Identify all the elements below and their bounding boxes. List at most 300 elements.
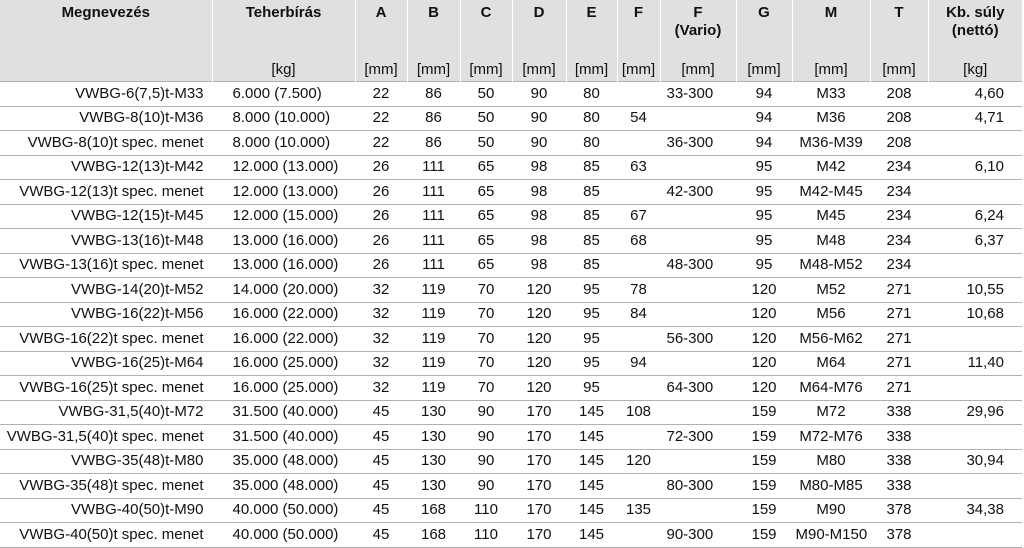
cell-f-vario: 90-300 [660, 523, 736, 548]
cell-f: 63 [617, 155, 660, 180]
cell-t: 234 [870, 204, 928, 229]
cell-f-vario [660, 155, 736, 180]
cell-b: 111 [407, 155, 460, 180]
cell-b: 130 [407, 425, 460, 450]
cell-m: M72 [792, 400, 870, 425]
cell-c: 50 [460, 131, 512, 156]
cell-b: 86 [407, 82, 460, 107]
cell-name: VWBG-16(25)t spec. menet [0, 376, 212, 401]
cell-name: VWBG-16(22)t spec. menet [0, 327, 212, 352]
cell-b: 111 [407, 204, 460, 229]
cell-m: M45 [792, 204, 870, 229]
header-capacity: Teherbírás [212, 0, 355, 59]
cell-weight [928, 523, 1022, 548]
cell-capacity: 16.000 (25.000) [212, 351, 355, 376]
cell-f [617, 425, 660, 450]
cell-m: M48 [792, 229, 870, 254]
cell-b: 119 [407, 302, 460, 327]
cell-capacity: 16.000 (22.000) [212, 302, 355, 327]
header-c: C [460, 0, 512, 59]
cell-d: 120 [512, 327, 566, 352]
cell-f: 120 [617, 449, 660, 474]
header-weight [928, 0, 1022, 59]
cell-e: 95 [566, 327, 617, 352]
cell-m: M56-M62 [792, 327, 870, 352]
cell-weight: 10,55 [928, 278, 1022, 303]
table-row [0, 449, 1022, 474]
cell-a: 22 [355, 106, 407, 131]
cell-g: 159 [736, 449, 792, 474]
cell-capacity: 40.000 (50.000) [212, 498, 355, 523]
header-t: T [870, 0, 928, 59]
cell-f-vario: 36-300 [660, 131, 736, 156]
cell-capacity: 12.000 (13.000) [212, 155, 355, 180]
cell-d: 120 [512, 278, 566, 303]
table-row [0, 106, 1022, 131]
cell-e: 85 [566, 180, 617, 205]
cell-g: 120 [736, 376, 792, 401]
unit-capacity: [kg] [212, 59, 355, 82]
unit-g: [mm] [736, 59, 792, 82]
cell-name: VWBG-16(22)t-M56 [0, 302, 212, 327]
cell-a: 45 [355, 498, 407, 523]
cell-a: 45 [355, 449, 407, 474]
cell-f-vario: 64-300 [660, 376, 736, 401]
cell-d: 98 [512, 155, 566, 180]
cell-weight [928, 327, 1022, 352]
cell-g: 95 [736, 229, 792, 254]
cell-weight: 29,96 [928, 400, 1022, 425]
cell-c: 70 [460, 351, 512, 376]
cell-b: 168 [407, 523, 460, 548]
header-weight-line2: (nettó) [951, 22, 999, 39]
cell-e: 85 [566, 253, 617, 278]
unit-name-empty [0, 59, 212, 82]
cell-f [617, 474, 660, 499]
cell-c: 90 [460, 474, 512, 499]
cell-d: 120 [512, 376, 566, 401]
cell-a: 32 [355, 327, 407, 352]
cell-c: 70 [460, 376, 512, 401]
cell-capacity: 8.000 (10.000) [212, 131, 355, 156]
cell-e: 80 [566, 106, 617, 131]
cell-d: 170 [512, 474, 566, 499]
table-row [0, 523, 1022, 548]
cell-t: 234 [870, 180, 928, 205]
cell-name: VWBG-35(48)t spec. menet [0, 474, 212, 499]
cell-m: M90 [792, 498, 870, 523]
cell-d: 170 [512, 449, 566, 474]
cell-e: 80 [566, 131, 617, 156]
cell-t: 234 [870, 155, 928, 180]
cell-c: 110 [460, 523, 512, 548]
cell-b: 86 [407, 131, 460, 156]
cell-b: 130 [407, 474, 460, 499]
unit-f-vario: [mm] [660, 59, 736, 82]
cell-m: M42-M45 [792, 180, 870, 205]
cell-c: 90 [460, 425, 512, 450]
header-a: A [355, 0, 407, 59]
cell-a: 26 [355, 180, 407, 205]
cell-e: 80 [566, 82, 617, 107]
cell-d: 170 [512, 400, 566, 425]
cell-name: VWBG-40(50)t-M90 [0, 498, 212, 523]
cell-b: 119 [407, 351, 460, 376]
cell-c: 70 [460, 327, 512, 352]
cell-weight [928, 180, 1022, 205]
cell-a: 32 [355, 351, 407, 376]
table-row [0, 376, 1022, 401]
cell-g: 94 [736, 82, 792, 107]
cell-e: 145 [566, 449, 617, 474]
table-row [0, 180, 1022, 205]
cell-f-vario: 33-300 [660, 82, 736, 107]
cell-c: 50 [460, 82, 512, 107]
cell-weight: 4,60 [928, 82, 1022, 107]
cell-weight: 4,71 [928, 106, 1022, 131]
cell-t: 271 [870, 351, 928, 376]
cell-d: 98 [512, 229, 566, 254]
cell-g: 94 [736, 106, 792, 131]
table-row [0, 278, 1022, 303]
cell-f-vario [660, 204, 736, 229]
unit-a: [mm] [355, 59, 407, 82]
cell-c: 65 [460, 204, 512, 229]
cell-weight: 6,24 [928, 204, 1022, 229]
cell-a: 26 [355, 253, 407, 278]
units-row [0, 59, 1022, 82]
header-b: B [407, 0, 460, 59]
cell-f [617, 253, 660, 278]
cell-c: 65 [460, 180, 512, 205]
cell-f-vario: 80-300 [660, 474, 736, 499]
header-f: F [617, 0, 660, 59]
cell-g: 95 [736, 204, 792, 229]
cell-c: 90 [460, 449, 512, 474]
cell-e: 95 [566, 351, 617, 376]
cell-e: 95 [566, 278, 617, 303]
cell-weight: 30,94 [928, 449, 1022, 474]
cell-g: 95 [736, 253, 792, 278]
cell-a: 22 [355, 82, 407, 107]
table-row [0, 425, 1022, 450]
cell-e: 145 [566, 400, 617, 425]
table-row [0, 229, 1022, 254]
cell-a: 22 [355, 131, 407, 156]
cell-a: 32 [355, 302, 407, 327]
table-row [0, 302, 1022, 327]
header-d: D [512, 0, 566, 59]
table-row [0, 400, 1022, 425]
cell-m: M33 [792, 82, 870, 107]
cell-f: 84 [617, 302, 660, 327]
cell-weight [928, 131, 1022, 156]
cell-g: 159 [736, 474, 792, 499]
cell-f: 78 [617, 278, 660, 303]
cell-d: 170 [512, 498, 566, 523]
unit-b: [mm] [407, 59, 460, 82]
table-header [0, 0, 1022, 82]
cell-f-vario: 42-300 [660, 180, 736, 205]
header-f-vario-line2: (Vario) [674, 22, 722, 39]
cell-e: 85 [566, 155, 617, 180]
cell-weight: 6,37 [928, 229, 1022, 254]
table-row [0, 253, 1022, 278]
cell-b: 119 [407, 327, 460, 352]
cell-t: 378 [870, 498, 928, 523]
cell-capacity: 35.000 (48.000) [212, 449, 355, 474]
cell-f: 67 [617, 204, 660, 229]
cell-capacity: 13.000 (16.000) [212, 253, 355, 278]
cell-t: 271 [870, 376, 928, 401]
cell-f [617, 327, 660, 352]
cell-capacity: 35.000 (48.000) [212, 474, 355, 499]
cell-a: 26 [355, 229, 407, 254]
cell-name: VWBG-13(16)t-M48 [0, 229, 212, 254]
cell-b: 119 [407, 278, 460, 303]
cell-f: 68 [617, 229, 660, 254]
cell-t: 208 [870, 82, 928, 107]
cell-d: 120 [512, 351, 566, 376]
cell-c: 65 [460, 155, 512, 180]
cell-name: VWBG-8(10)t-M36 [0, 106, 212, 131]
cell-f [617, 131, 660, 156]
cell-g: 94 [736, 131, 792, 156]
cell-m: M42 [792, 155, 870, 180]
cell-capacity: 14.000 (20.000) [212, 278, 355, 303]
cell-name: VWBG-8(10)t spec. menet [0, 131, 212, 156]
cell-m: M36-M39 [792, 131, 870, 156]
cell-b: 130 [407, 400, 460, 425]
cell-f-vario: 56-300 [660, 327, 736, 352]
cell-m: M72-M76 [792, 425, 870, 450]
cell-t: 208 [870, 131, 928, 156]
cell-c: 70 [460, 278, 512, 303]
cell-a: 45 [355, 474, 407, 499]
unit-t: [mm] [870, 59, 928, 82]
unit-d: [mm] [512, 59, 566, 82]
cell-t: 234 [870, 229, 928, 254]
cell-weight: 34,38 [928, 498, 1022, 523]
cell-name: VWBG-35(48)t-M80 [0, 449, 212, 474]
cell-f-vario [660, 449, 736, 474]
cell-t: 234 [870, 253, 928, 278]
cell-f: 135 [617, 498, 660, 523]
cell-a: 26 [355, 155, 407, 180]
table-row [0, 155, 1022, 180]
unit-weight: [kg] [928, 59, 1022, 82]
header-row [0, 0, 1022, 59]
cell-f-vario [660, 278, 736, 303]
unit-c: [mm] [460, 59, 512, 82]
cell-f [617, 180, 660, 205]
cell-g: 120 [736, 278, 792, 303]
unit-f: [mm] [617, 59, 660, 82]
cell-name: VWBG-12(13)t-M42 [0, 155, 212, 180]
cell-b: 111 [407, 180, 460, 205]
cell-a: 32 [355, 278, 407, 303]
cell-d: 170 [512, 425, 566, 450]
cell-name: VWBG-6(7,5)t-M33 [0, 82, 212, 107]
table-row [0, 131, 1022, 156]
cell-f: 54 [617, 106, 660, 131]
header-m: M [792, 0, 870, 59]
cell-name: VWBG-12(15)t-M45 [0, 204, 212, 229]
table-body [0, 82, 1022, 548]
unit-m: [mm] [792, 59, 870, 82]
cell-name: VWBG-40(50)t spec. menet [0, 523, 212, 548]
cell-capacity: 13.000 (16.000) [212, 229, 355, 254]
cell-f [617, 523, 660, 548]
cell-d: 120 [512, 302, 566, 327]
cell-b: 111 [407, 253, 460, 278]
cell-d: 98 [512, 204, 566, 229]
cell-c: 70 [460, 302, 512, 327]
cell-e: 145 [566, 474, 617, 499]
cell-d: 170 [512, 523, 566, 548]
cell-a: 45 [355, 425, 407, 450]
cell-c: 110 [460, 498, 512, 523]
cell-f-vario [660, 229, 736, 254]
cell-m: M64-M76 [792, 376, 870, 401]
cell-f-vario: 72-300 [660, 425, 736, 450]
cell-t: 208 [870, 106, 928, 131]
cell-a: 45 [355, 400, 407, 425]
cell-capacity: 12.000 (15.000) [212, 204, 355, 229]
cell-t: 338 [870, 425, 928, 450]
header-e: E [566, 0, 617, 59]
cell-e: 145 [566, 523, 617, 548]
cell-g: 120 [736, 327, 792, 352]
header-f-vario-line1: F [693, 4, 703, 21]
cell-name: VWBG-12(13)t spec. menet [0, 180, 212, 205]
cell-b: 168 [407, 498, 460, 523]
cell-d: 98 [512, 253, 566, 278]
cell-m: M80-M85 [792, 474, 870, 499]
cell-e: 95 [566, 302, 617, 327]
cell-t: 271 [870, 278, 928, 303]
cell-c: 65 [460, 253, 512, 278]
table-row [0, 82, 1022, 107]
cell-g: 120 [736, 302, 792, 327]
cell-e: 95 [566, 376, 617, 401]
cell-g: 120 [736, 351, 792, 376]
cell-name: VWBG-31,5(40)t-M72 [0, 400, 212, 425]
cell-name: VWBG-16(25)t-M64 [0, 351, 212, 376]
cell-m: M36 [792, 106, 870, 131]
cell-f-vario [660, 351, 736, 376]
table-row [0, 498, 1022, 523]
cell-capacity: 8.000 (10.000) [212, 106, 355, 131]
cell-e: 85 [566, 204, 617, 229]
cell-t: 338 [870, 474, 928, 499]
cell-f [617, 376, 660, 401]
table-row [0, 474, 1022, 499]
cell-name: VWBG-31,5(40)t spec. menet [0, 425, 212, 450]
cell-a: 26 [355, 204, 407, 229]
cell-g: 159 [736, 400, 792, 425]
cell-capacity: 40.000 (50.000) [212, 523, 355, 548]
cell-g: 159 [736, 523, 792, 548]
cell-t: 271 [870, 302, 928, 327]
cell-g: 95 [736, 155, 792, 180]
cell-f: 108 [617, 400, 660, 425]
cell-f [617, 82, 660, 107]
cell-b: 130 [407, 449, 460, 474]
cell-capacity: 31.500 (40.000) [212, 425, 355, 450]
cell-m: M56 [792, 302, 870, 327]
cell-m: M90-M150 [792, 523, 870, 548]
cell-a: 45 [355, 523, 407, 548]
cell-name: VWBG-14(20)t-M52 [0, 278, 212, 303]
cell-e: 145 [566, 498, 617, 523]
cell-weight: 10,68 [928, 302, 1022, 327]
cell-t: 378 [870, 523, 928, 548]
header-f-vario [660, 0, 736, 59]
cell-d: 90 [512, 131, 566, 156]
cell-t: 338 [870, 449, 928, 474]
cell-capacity: 16.000 (22.000) [212, 327, 355, 352]
cell-f: 94 [617, 351, 660, 376]
cell-capacity: 6.000 (7.500) [212, 82, 355, 107]
cell-d: 98 [512, 180, 566, 205]
cell-m: M52 [792, 278, 870, 303]
cell-capacity: 16.000 (25.000) [212, 376, 355, 401]
cell-capacity: 31.500 (40.000) [212, 400, 355, 425]
cell-f-vario [660, 106, 736, 131]
cell-g: 159 [736, 425, 792, 450]
cell-c: 50 [460, 106, 512, 131]
cell-m: M80 [792, 449, 870, 474]
cell-g: 95 [736, 180, 792, 205]
header-g: G [736, 0, 792, 59]
cell-m: M48-M52 [792, 253, 870, 278]
cell-weight [928, 376, 1022, 401]
cell-f-vario [660, 400, 736, 425]
cell-c: 90 [460, 400, 512, 425]
cell-b: 86 [407, 106, 460, 131]
cell-t: 338 [870, 400, 928, 425]
unit-e: [mm] [566, 59, 617, 82]
cell-a: 32 [355, 376, 407, 401]
cell-d: 90 [512, 82, 566, 107]
cell-f-vario [660, 302, 736, 327]
cell-e: 145 [566, 425, 617, 450]
header-name: Megnevezés [0, 0, 212, 59]
cell-b: 111 [407, 229, 460, 254]
table-row [0, 327, 1022, 352]
cell-f-vario [660, 498, 736, 523]
cell-weight [928, 425, 1022, 450]
cell-g: 159 [736, 498, 792, 523]
cell-d: 90 [512, 106, 566, 131]
cell-weight: 11,40 [928, 351, 1022, 376]
cell-c: 65 [460, 229, 512, 254]
header-weight-line1: Kb. súly [946, 4, 1005, 21]
cell-name: VWBG-13(16)t spec. menet [0, 253, 212, 278]
cell-f-vario: 48-300 [660, 253, 736, 278]
cell-b: 119 [407, 376, 460, 401]
cell-weight: 6,10 [928, 155, 1022, 180]
cell-weight [928, 474, 1022, 499]
cell-e: 85 [566, 229, 617, 254]
cell-m: M64 [792, 351, 870, 376]
cell-t: 271 [870, 327, 928, 352]
table-row [0, 204, 1022, 229]
cell-capacity: 12.000 (13.000) [212, 180, 355, 205]
table-row [0, 351, 1022, 376]
cell-weight [928, 253, 1022, 278]
